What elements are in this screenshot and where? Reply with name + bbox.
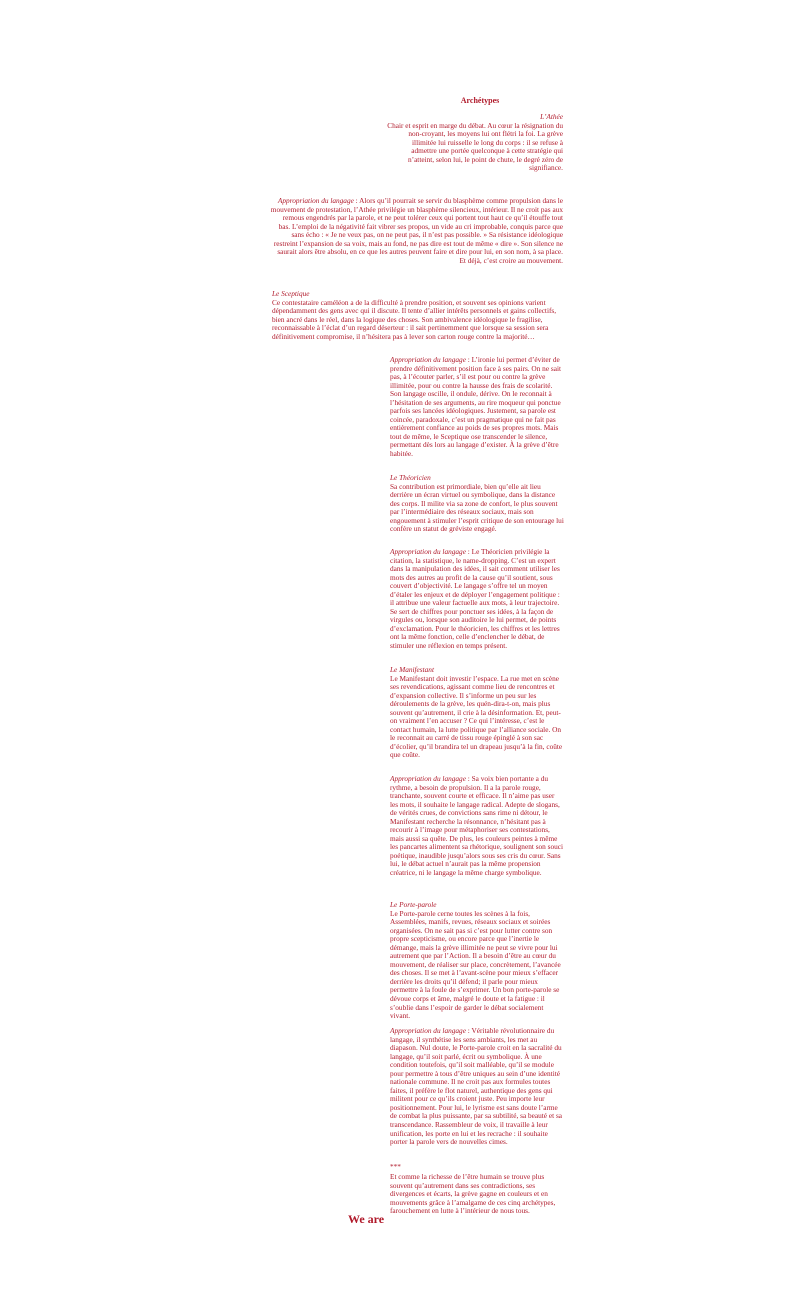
section-body: Ce contestataire caméléon a de la difficulté à prendre position, et souvent ses opinions varient dépendamment des gens avec qui il discute. Il tente d’allier intérêts personnels et gains collectifs, bien ancré dans le réel, dans la logique des choses. Son ambivalence idéologique le fragilise, reconnaissable à l’éclat d’un regard déserteur : il sait pertinemment que lorsque sa session sera définitivement compromise, il n’hésitera pas à lever son carton rouge contre la majorité… [272, 297, 557, 341]
section-athee-langage [270, 197, 563, 265]
closing-paragraph: Et comme la richesse de l’être humain se trouve plus souvent qu’autrement dans ses contradictions, ses divergences et écarts, la grève gagne en couleurs et en mouvements grâce à l’amalgame de ces cinq archétypes, farouchement en lutte à l’intérieur de nous tous. [390, 1172, 556, 1216]
section-sceptique [272, 290, 564, 341]
section-manifestant [390, 666, 564, 760]
section-body: Le Porte-parole cerne toutes les scènes à la fois, Assemblées, manifs, revues, réseaux sociaux et soirées organisées. On ne sait pas si c’est pour lutter contre son propre scepticisme, ou encore parce que l’inertie le démange, mais la grève illimitée ne peut se vivre pour lui autrement que par l’Action. Il a besoin d’être au cœur du mouvement, de réaliser sur place, concrètement, l’avancée des choses. Il se met à l’avant-scène pour mieux s’effacer derrière les droits qu’il défend; il parle pour mieux permettre à la foule de s’exprimer. Un bon porte-parole se dévoue corps et âme, malgré le doute et la fatigue : il s’oublie dans l’espoir de garder le débat socialement vivant. [390, 908, 561, 1021]
section-sceptique-langage [390, 356, 564, 459]
section-heading: Le Théoricien [390, 473, 431, 482]
section-body: Chair et esprit en marge du débat. Au cœur la résignation du non-croyant, les moyens lui ont flétri la foi. La grève illimitée lui ruisselle le long du corps : il se refuse à admettre une portée quelconque à cette stratégie qui n’atteint, selon lui, le point de chute, le degré zéro de signifiance. [387, 120, 563, 173]
section-heading: Appropriation du langage [390, 774, 466, 783]
section-manifestant-langage [390, 775, 564, 878]
section-body: : Le Théoricien privilégie la citation, la statistique, le name-dropping. C’est un expert dans la manipulation des idées, il sait comment utiliser les mots des autres au profit de la cause qu’il soutient, sous couvert d’objectivité. Le langage s’offre tel un moyen d’étaler les enjeux et de déployer l’engagement politique : il attribue une valeur factuelle aux mots, à leur trajectoire. Se sert de chiffres pour ponctuer ses idées, à la façon de virgules ou, lorsque son auditoire le lui permet, de points d’exclamation. Pour le théoricien, les chiffres et les lettres ont la même fonction, celle d’enclencher le débat, de stimuler une réflexion en temps présent. [390, 547, 560, 651]
section-body: : Sa voix bien portante a du rythme, a besoin de propulsion. Il a la parole rouge, tranchante, souvent courte et efficace. Il n’aime pas user les mots, il souhaite le langage radical. Adepte de slogans, de vérités crues, de convictions sans rime ni détour, le Manifestant recherche la résonnance, n’hésitant pas à recourir à l’image pour métaphoriser ses contestations, mais aussi sa quête. De plus, les couleurs peintes à même les pancartes alimentent sa rhétorique, soulignent son souci poétique, inaudible jusqu’alors sous ses cris du cœur. Sans lui, le débat actuel n’aurait pas la même propension créatrice, ni le langage la même charge symbolique. [390, 774, 564, 878]
section-heading: Appropriation du langage [390, 547, 466, 556]
section-body: : Alors qu’il pourrait se servir du blasphème comme propulsion dans le mouvement de protestation, l’Athée privilégie un blasphème silencieux, intérieur. Il ne croit pas aux remous engendrés par la parole, et ne peut tolérer ceux qui portent tout haut ce qu’il étouffe tout bas. L’emploi de la négativité fait vibrer ses propos, un vide au cri improbable, conquis parce que sans écho : « Je ne veux pas, on ne peut pas, il n’est pas possible. » Sa résistance idéologique restreint l’expansion de sa voix, mais au fond, ne pas dire est tout de même « dire ». Son silence ne saurait alors être absolu, en ce que les autres peuvent faire et dire pour lui, en son nom, à sa place. Et déjà, c’est croire au mouvement. [270, 196, 563, 265]
section-theoricien [390, 474, 564, 534]
section-heading: Appropriation du langage [390, 355, 466, 364]
section-athee [385, 113, 563, 173]
section-body: Sa contribution est primordiale, bien qu’elle ait lieu derrière un écran virtuel ou symbolique, dans la distance des corps. Il milite via sa zone de confort, le plus souvent par l’intermédiaire des réseaux sociaux, mais son engouement à stimuler l’esprit critique de son entourage lui confère un statut de gréviste engagé. [390, 481, 564, 534]
section-porte-parole-langage [390, 1027, 564, 1147]
footer-text: We are [348, 1212, 385, 1226]
document-title: Archétypes [460, 96, 500, 105]
section-heading: Le Porte-parole [390, 900, 437, 909]
section-body: : L’ironie lui permet d’éviter de prendre définitivement position face à ses pairs. On ne sait pas, à l’écouter parler, s’il est pour ou contre la grève illimitée, pour ou contre la hausse des frais de scolarité. Son langage oscille, il ondule, dérive. On le reconnait à l’hésitation de ses arguments, au rire moqueur qui ponctue parfois ses lancées idéologiques. Justement, sa parole est coincée, paradoxale, c’est un pragmatique qui ne fait pas entièrement confiance au poids de ses propres mots. Mais tout de même, le Sceptique ose transcender le silence, permettant dès lors au langage d’exister. À la grève d’être habitée. [390, 355, 562, 459]
section-heading: Le Sceptique [272, 289, 310, 298]
section-heading: Le Manifestant [390, 665, 434, 674]
section-body: : Véritable révolutionnaire du langage, il synthétise les sens ambiants, les met au diapason. Nul doute, le Porte-parole croit en la sacralité du langage, qu’il soit parlé, écrit ou symbolique. À une condition toutefois, qu’il soit malléable, qu’il se module pour permettre à tous d’être uniques au sein d’une identité nationale commune. Il ne croit pas aux formules toutes faites, il préfère le flot naturel, authentique des gens qui militent pour ce qu’ils croient juste. Peu importe leur positionnement. Pour lui, le lyrisme est sans doute l’arme de combat la plus puissante, par sa subtilité, sa beauté et sa transcendance. Rassembleur de voix, il travaille à leur unification, les porte en lui et les recrache : il souhaite porter la parole vers de nouvelles cimes. [390, 1026, 563, 1147]
section-porte-parole [390, 901, 564, 1021]
section-theoricien-langage [390, 548, 564, 651]
section-heading: Appropriation du langage [390, 1026, 466, 1035]
section-heading: Appropriation du langage [277, 196, 354, 205]
section-heading: L’Athée [540, 112, 563, 121]
separator: *** [390, 1162, 401, 1171]
section-body: Le Manifestant doit investir l’espace. La rue met en scène ses revendications, agissant comme lieu de rencontres et d’expansion collective. Il s’informe un peu sur les déroulements de la grève, les quén-dira-t-on, mais plus souvent qu’autrement, il crie à la désinformation. Et, peut-on vraiment l’en accuser ? Ce qui l’intéresse, c’est le contact humain, la lutte politique par l’alliance sociale. On le reconnait au carré de tissu rouge épinglé à son sac d’écolier, qu’il brandira tel un drapeau jusqu’à la fin, coûte que coûte. [390, 673, 563, 760]
